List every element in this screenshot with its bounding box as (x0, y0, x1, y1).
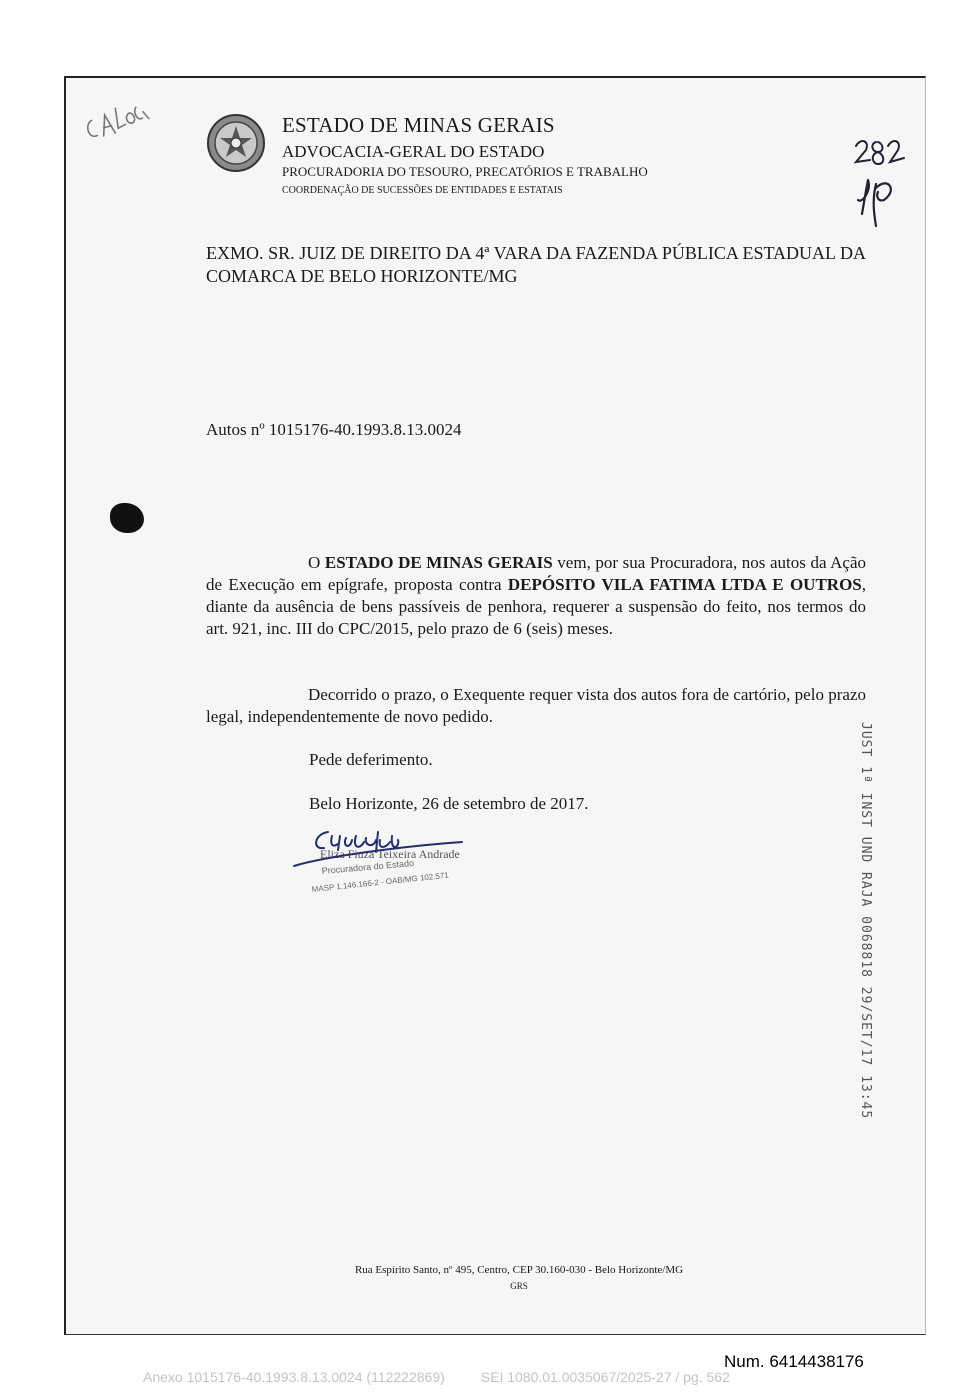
document-number: Num. 6414438176 (724, 1352, 864, 1371)
sei-reference: SEI 1080.01.0035067/2025-27 / pg. 562 (480, 1369, 730, 1385)
header-agency: ADVOCACIA-GERAL DO ESTADO (282, 142, 545, 161)
header-coordination: COORDENAÇÃO DE SUCESSÕES DE ENTIDADES E ESTATAIS (282, 185, 563, 196)
footer-address: Rua Espírito Santo, nº 495, Centro, CEP 30.160-030 - Belo Horizonte/MG (354, 1264, 684, 1276)
coat-of-arms-seal (206, 113, 266, 173)
svg-text:Eliza Fiuza Teixeira Andrade: Eliza Fiuza Teixeira Andrade (320, 847, 460, 861)
signature-stamp (286, 822, 486, 904)
addressee: EXMO. SR. JUIZ DE DIREITO DA 4ª VARA DA FAZENDA PÚBLICA ESTADUAL DA COMARCA DE BELO HORIZONTE/MG (206, 243, 866, 286)
place-date: Belo Horizonte, 26 de setembro de 2017. (309, 794, 589, 813)
court-receipt-stamp: JUST 1ª INST UND RAJA 0068818 29/SET/17 13:45 (858, 722, 873, 1120)
annex-reference: Anexo 1015176-40.1993.8.13.0024 (112222869) (143, 1369, 445, 1385)
header-department: PROCURADORIA DO TESOURO, PRECATÓRIOS E TRABALHO (282, 164, 648, 179)
closing: Pede deferimento. (309, 750, 433, 769)
body-paragraph-2: Decorrido o prazo, o Exequente requer vista dos autos fora de cartório, pelo prazo legal, independentemente de novo pedido. (206, 685, 866, 726)
annex-footer (143, 1369, 766, 1385)
punch-hole-mark (110, 503, 144, 533)
case-number: Autos nº 1015176-40.1993.8.13.0024 (206, 420, 462, 439)
header-state: ESTADO DE MINAS GERAIS (282, 113, 555, 137)
body-paragraph-1: O ESTADO DE MINAS GERAIS vem, por sua Procuradora, nos autos da Ação de Execução em epígrafe, proposta contra DEPÓSITO VILA FATIMA LTDA E OUTROS, diante da ausência de bens passíveis de penhora, requerer a suspensão do feito, nos termos do art. 921, inc. III do CPC/2015, pelo prazo de 6 (seis) meses. (206, 553, 866, 638)
svg-text:Procuradora do Estado: Procuradora do Estado (321, 857, 415, 876)
handwritten-page-number (832, 130, 912, 230)
svg-text:MASP 1.146.166-2 - OAB/MG 102.: MASP 1.146.166-2 - OAB/MG 102.571 (311, 870, 450, 894)
handwritten-margin-note (78, 98, 158, 140)
footer-code: GRS (510, 1281, 528, 1291)
